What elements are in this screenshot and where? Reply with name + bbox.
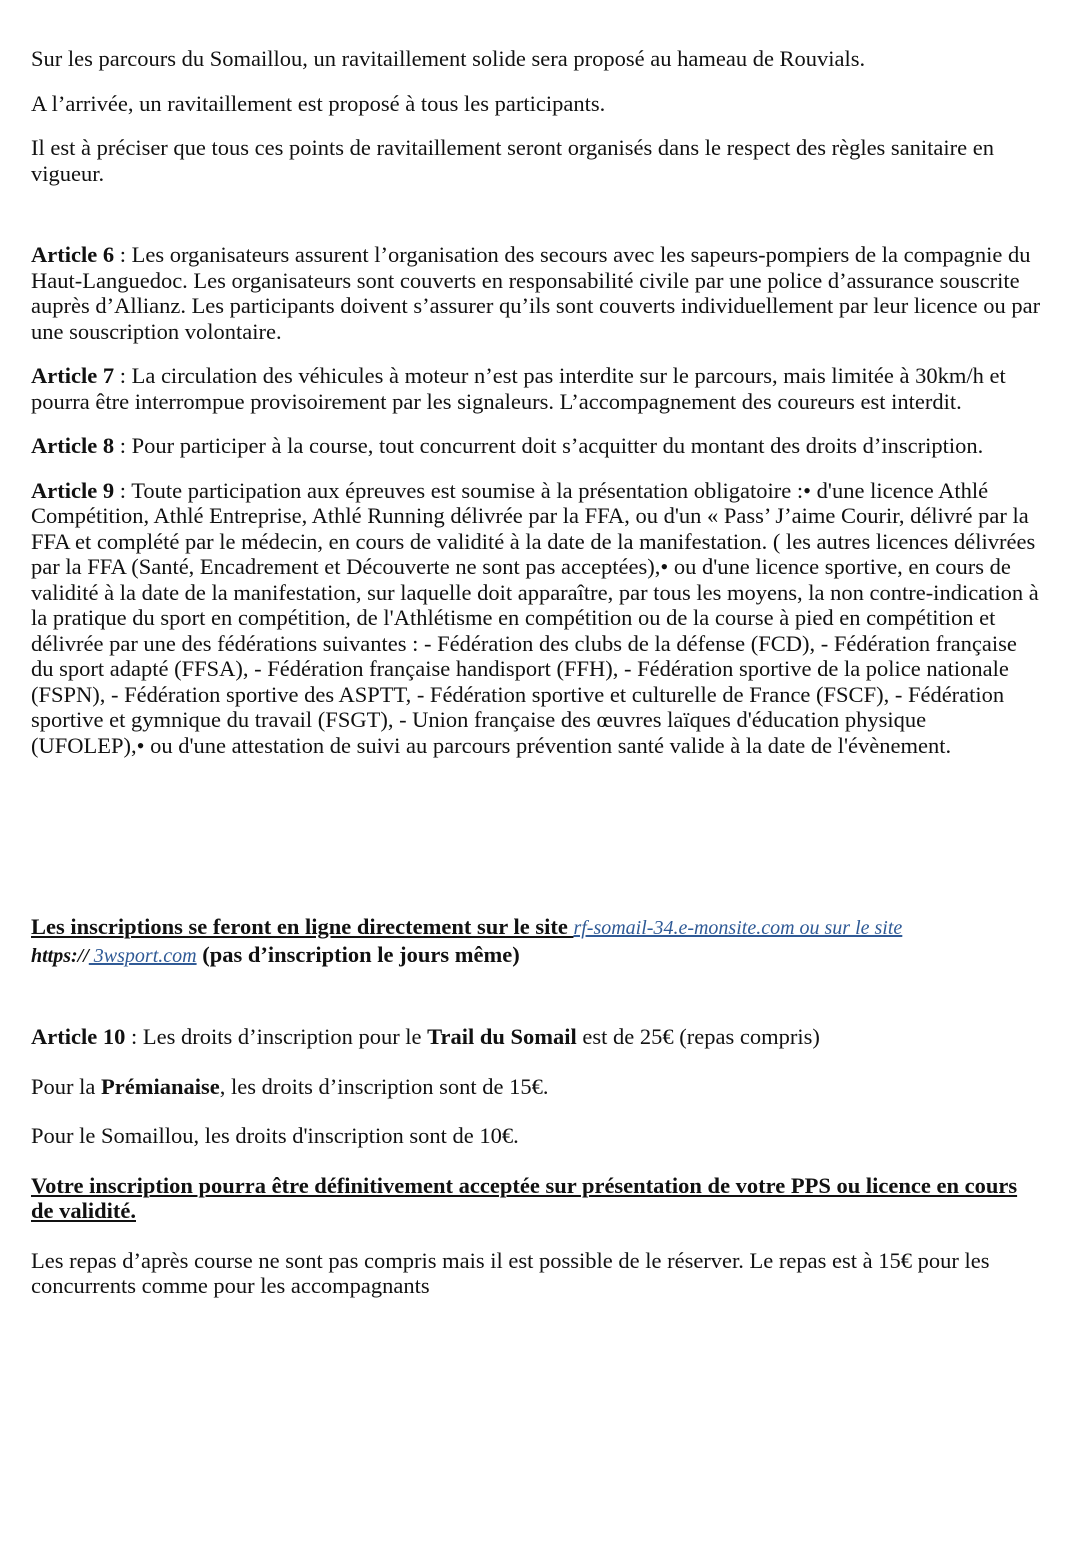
inscriptions-notice [31, 914, 1041, 969]
document-page [31, 46, 1041, 1299]
article-9-text: : Toute participation aux épreuves est soumise à la présentation obligatoire :• d'une licence Athlé Compétition, Athlé Entreprise, Athlé Running délivrée par la FFA, ou d'un « Pass’ J’aime Courir, délivré par la FFA et complété par le médecin, en cours de validité à la date de la manifestation. ( les autres licences délivrées par la FFA (Santé, Encadrement et Découverte ne sont pas acceptées),• ou d'une licence sportive, en cours de validité à la date de la manifestation, sur laquelle doit apparaître, par tous les moyens, la non contre-indication à la pratique du sport en compétition, de l'Athlétisme en compétition ou de la course à pied en compétition et délivrée par une des fédérations suivantes : - Fédération des clubs de la défense (FCD), - Fédération française du sport adapté (FFSA), - Fédération française handisport (FFH), - Fédération sportive de la police nationale (FSPN), - Fédération sportive des ASPTT, - Fédération sportive et culturelle de France (FSCF), - Fédération sportive et gymnique du travail (FSGT), - Union française des œuvres laïques d'éducation physique (UFOLEP),• ou d'une attestation de suivi au parcours prévention santé valide à la date de l'évènement. [31, 477, 1039, 758]
somaillou-fee: Pour le Somaillou, les droits d'inscription sont de 10€. [31, 1123, 519, 1148]
article-8-label: Article 8 [31, 433, 115, 458]
inscriptions-lead: Les inscriptions se feront en ligne directement sur le site [31, 914, 574, 939]
premianaise-name: Prémianaise [101, 1073, 220, 1099]
article-6 [31, 242, 1041, 344]
ravitaillement-arrivee: A l’arrivée, un ravitaillement est proposé à tous les participants. [31, 90, 606, 116]
article-6-text: : Les organisateurs assurent l’organisation des secours avec les sapeurs-pompiers de la compagnie du Haut-Languedoc. Les organisateurs sont couverts en responsabilité civile par une police d’assurance souscrite auprès d’Allianz. Les participants doivent s’assurer qu’ils sont couverts individuellement par leur licence ou par une souscription volontaire. [31, 242, 1041, 344]
article-10-text-a: : Les droits d’inscription pour le [125, 1024, 428, 1049]
trail-du-somail-name: Trail du Somail [427, 1024, 577, 1049]
ravitaillement-sanitaire: Il est à préciser que tous ces points de ravitaillement seront organisés dans le respect des règles sanitaire en vigueur. [31, 135, 995, 186]
article-10-label: Article 10 [31, 1024, 126, 1049]
article-10-text-b: est de 25€ (repas compris) [576, 1024, 820, 1049]
article-8-text: : Pour participer à la course, tout concurrent doit s’acquitter du montant des droits d’inscription. [114, 433, 984, 458]
premianaise-fee [31, 1074, 1041, 1100]
article-8 [31, 433, 1041, 459]
premianaise-pre: Pour la [31, 1073, 101, 1099]
site-link-3wsport[interactable]: 3wsport.com [88, 944, 197, 967]
article-7-label: Article 7 [31, 363, 115, 388]
https-prefix: https:// [31, 944, 89, 967]
article-6-label: Article 6 [31, 242, 115, 267]
article-7 [31, 363, 1041, 414]
premianaise-post: , les droits d’inscription sont de 15€. [219, 1073, 549, 1099]
inscriptions-tail: (pas d’inscription le jours même) [196, 941, 520, 967]
article-10 [31, 1024, 1041, 1050]
article-9-label: Article 9 [31, 477, 115, 503]
site-link-somail[interactable]: rf-somail-34.e-monsite.com ou sur le site [573, 917, 903, 939]
repas-info: Les repas d’après course ne sont pas compris mais il est possible de le réserver. Le repas est à 15€ pour les concurrents comme pour les accompagnants [31, 1247, 990, 1298]
article-9 [31, 478, 1041, 759]
article-7-text: : La circulation des véhicules à moteur n’est pas interdite sur le parcours, mais limitée à 30km/h et pourra être interrompue provisoirement par les signaleurs. L’accompagnement des coureurs est interdit. [31, 363, 1006, 414]
pps-notice: Votre inscription pourra être définitivement acceptée sur présentation de votre PPS ou licence en cours de validité. [31, 1172, 1018, 1223]
ravitaillement-somaillou: Sur les parcours du Somaillou, un ravitaillement solide sera proposé au hameau de Rouvials. [31, 46, 866, 71]
